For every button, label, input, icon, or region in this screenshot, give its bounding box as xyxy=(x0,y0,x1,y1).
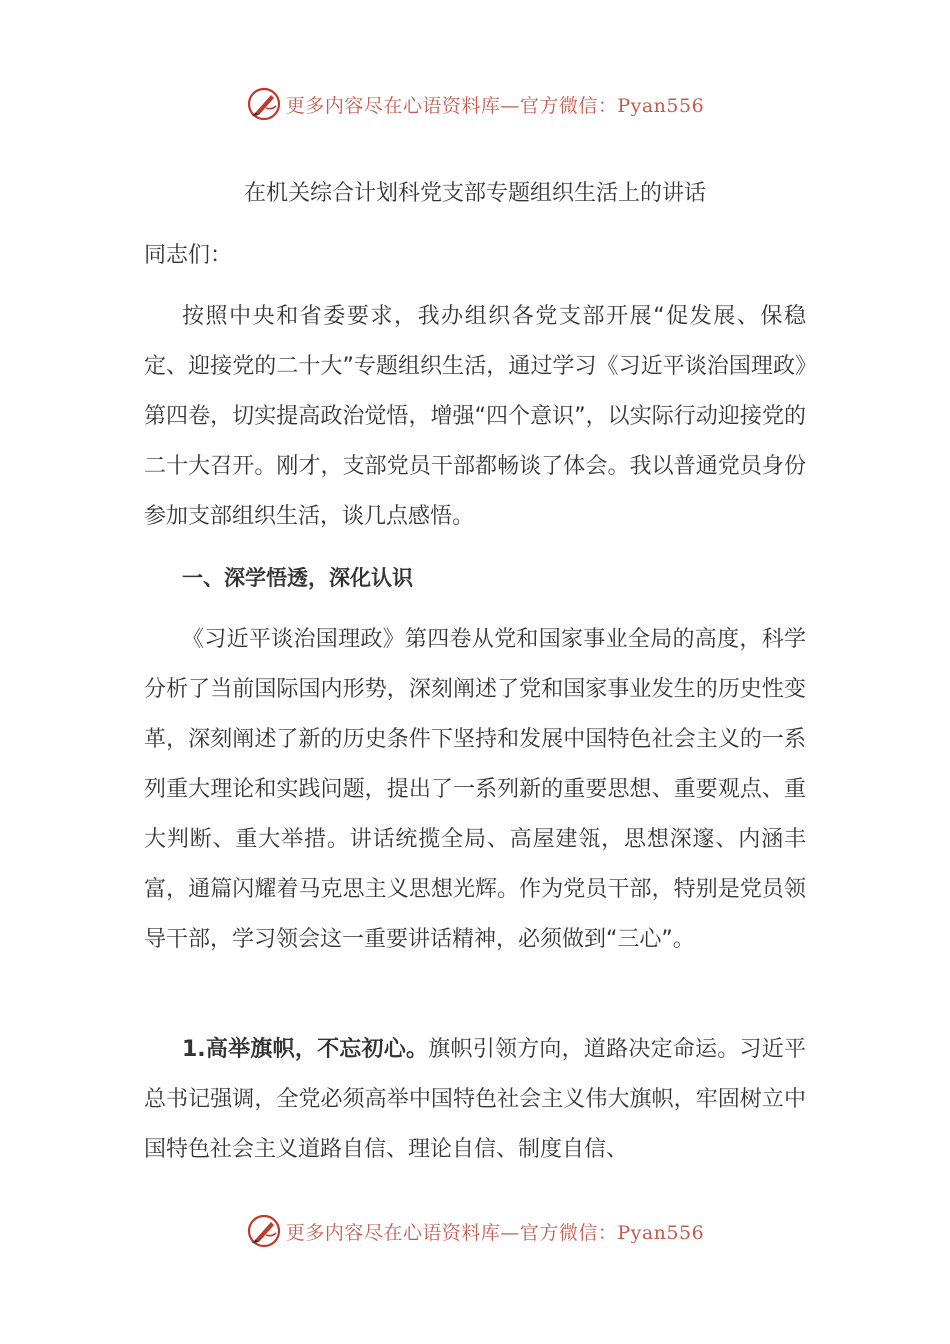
paragraph-point-1 xyxy=(144,1025,806,1175)
watermark-header xyxy=(0,84,950,124)
watermark-text: 更多内容尽在心语资料库—官方微信：Pyan556 xyxy=(285,94,705,117)
paragraph-intro: 按照中央和省委要求，我办组织各党支部开展“促发展、保稳定、迎接党的二十大”专题组织生活，通过学习《习近平谈治国理政》第四卷，切实提高政治觉悟，增强“四个意识”，以实际行动迎接党的二十大召开。刚才，支部党员干部都畅谈了体会。我以普通党员身份参加支部组织生活，谈几点感悟。 xyxy=(144,304,806,529)
section-heading-1: 一、深学悟透，深化认识 xyxy=(182,566,413,590)
paragraph-section-1: 《习近平谈治国理政》第四卷从党和国家事业全局的高度，科学分析了当前国际国内形势，深刻阐述了党和国家事业发生的历史性变革，深刻阐述了新的历史条件下坚持和发展中国特色社会主义的一系列重大理论和实践问题，提出了一系列新的重要思想、重要观点、重大判断、重大举措。讲话统揽全局、高屋建瓴，思想深邃、内涵丰富，通篇闪耀着马克思主义思想光辉。作为党员干部，特别是党员领导干部，学习领会这一重要讲话精神，必须做到“三心”。 xyxy=(144,627,806,952)
pen-logo-icon xyxy=(246,86,282,122)
point-1-body: 旗帜引领方向，道路决定命运。习近平总书记强调，全党必须高举中国特色社会主义伟大旗帜，牢固树立中国特色社会主义道路自信、理论自信、制度自信、 xyxy=(144,1037,806,1162)
pen-logo-icon xyxy=(246,1213,282,1249)
salutation: 同志们： xyxy=(144,243,233,268)
watermark-footer xyxy=(0,1211,950,1251)
watermark-text: 更多内容尽在心语资料库—官方微信：Pyan556 xyxy=(285,1221,705,1244)
document-title: 在机关综合计划科党支部专题组织生活上的讲话 xyxy=(243,181,706,206)
point-1-lead: 1.高举旗帜，不忘初心。 xyxy=(182,1037,429,1062)
